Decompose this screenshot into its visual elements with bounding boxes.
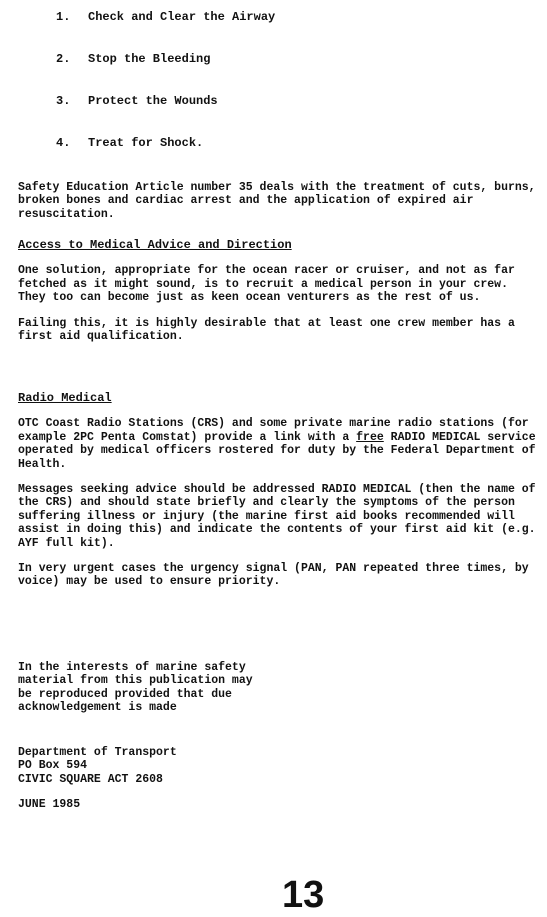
radio-medical-section — [18, 392, 536, 589]
step-text: Check and Clear the Airway — [88, 10, 276, 24]
notice-line: be reproduced provided that due — [18, 687, 232, 701]
step-text: Treat for Shock. — [88, 136, 204, 150]
step-number: 1. — [56, 10, 71, 24]
safety-article-paragraph — [18, 181, 536, 221]
step-item — [56, 136, 526, 178]
notice-line: material from this publication may — [18, 674, 253, 688]
step-number: 4. — [56, 136, 71, 150]
step-number: 2. — [56, 52, 71, 66]
notice-line: In the interests of marine safety — [18, 661, 246, 674]
radio-medical-heading: Radio Medical — [18, 391, 112, 405]
publication-date: JUNE 1985 — [18, 798, 81, 812]
radio-paragraph-1-start: OTC Coast Radio Stations (CRS) and some private marine radio stations (for example 2PC Penta Comstat) provide a link with a — [18, 417, 529, 444]
radio-paragraph-3: In very urgent cases the urgency signal (PAN, PAN repeated three times, by voice) may be used to ensure priority. — [18, 562, 529, 589]
step-item — [56, 52, 526, 94]
radio-paragraph-1 — [18, 417, 536, 471]
safety-paragraph-text: Safety Education Article number 35 deals with the treatment of cuts, burns, broken bones and cardiac arrest and the application of expired air resuscitation. — [18, 181, 536, 221]
page-number: 13 — [282, 874, 325, 916]
first-aid-steps-list — [56, 10, 526, 178]
address-line: PO Box 594 — [18, 759, 88, 773]
radio-paragraph-2: Messages seeking advice should be addressed RADIO MEDICAL (then the name of the CRS) and should state briefly and clearly the symptoms of the person suffering illness or injury (the marine first aid books recommended will assist in doing this) and indicate the contents of your first aid kit (e.g. AYF full kit). — [18, 483, 536, 550]
radio-paragraph-1-end: RADIO MEDICAL service operated by medical officers rostered for duty by the Federal Department of Health. — [18, 430, 536, 471]
access-section — [18, 239, 536, 343]
address-line: CIVIC SQUARE ACT 2608 — [18, 772, 163, 786]
access-heading: Access to Medical Advice and Direction — [18, 238, 292, 252]
step-text: Stop the Bleeding — [88, 52, 211, 66]
step-number: 3. — [56, 94, 71, 108]
free-emphasis: free — [356, 430, 384, 444]
notice-line: acknowledgement is made — [18, 701, 177, 715]
access-paragraph-1: One solution, appropriate for the ocean racer or cruiser, and not as far fetched as it might sound, is to recruit a medical person in your crew. They too can become just as keen ocean venturers as the rest of us. — [18, 264, 515, 305]
address-block — [18, 746, 536, 812]
step-item — [56, 10, 526, 52]
address-line: Department of Transport — [18, 746, 177, 759]
access-paragraph-2: Failing this, it is highly desirable that at least one crew member has a first aid qualification. — [18, 316, 515, 344]
reproduction-notice — [18, 661, 536, 715]
step-item — [56, 94, 526, 136]
step-text: Protect the Wounds — [88, 94, 218, 108]
